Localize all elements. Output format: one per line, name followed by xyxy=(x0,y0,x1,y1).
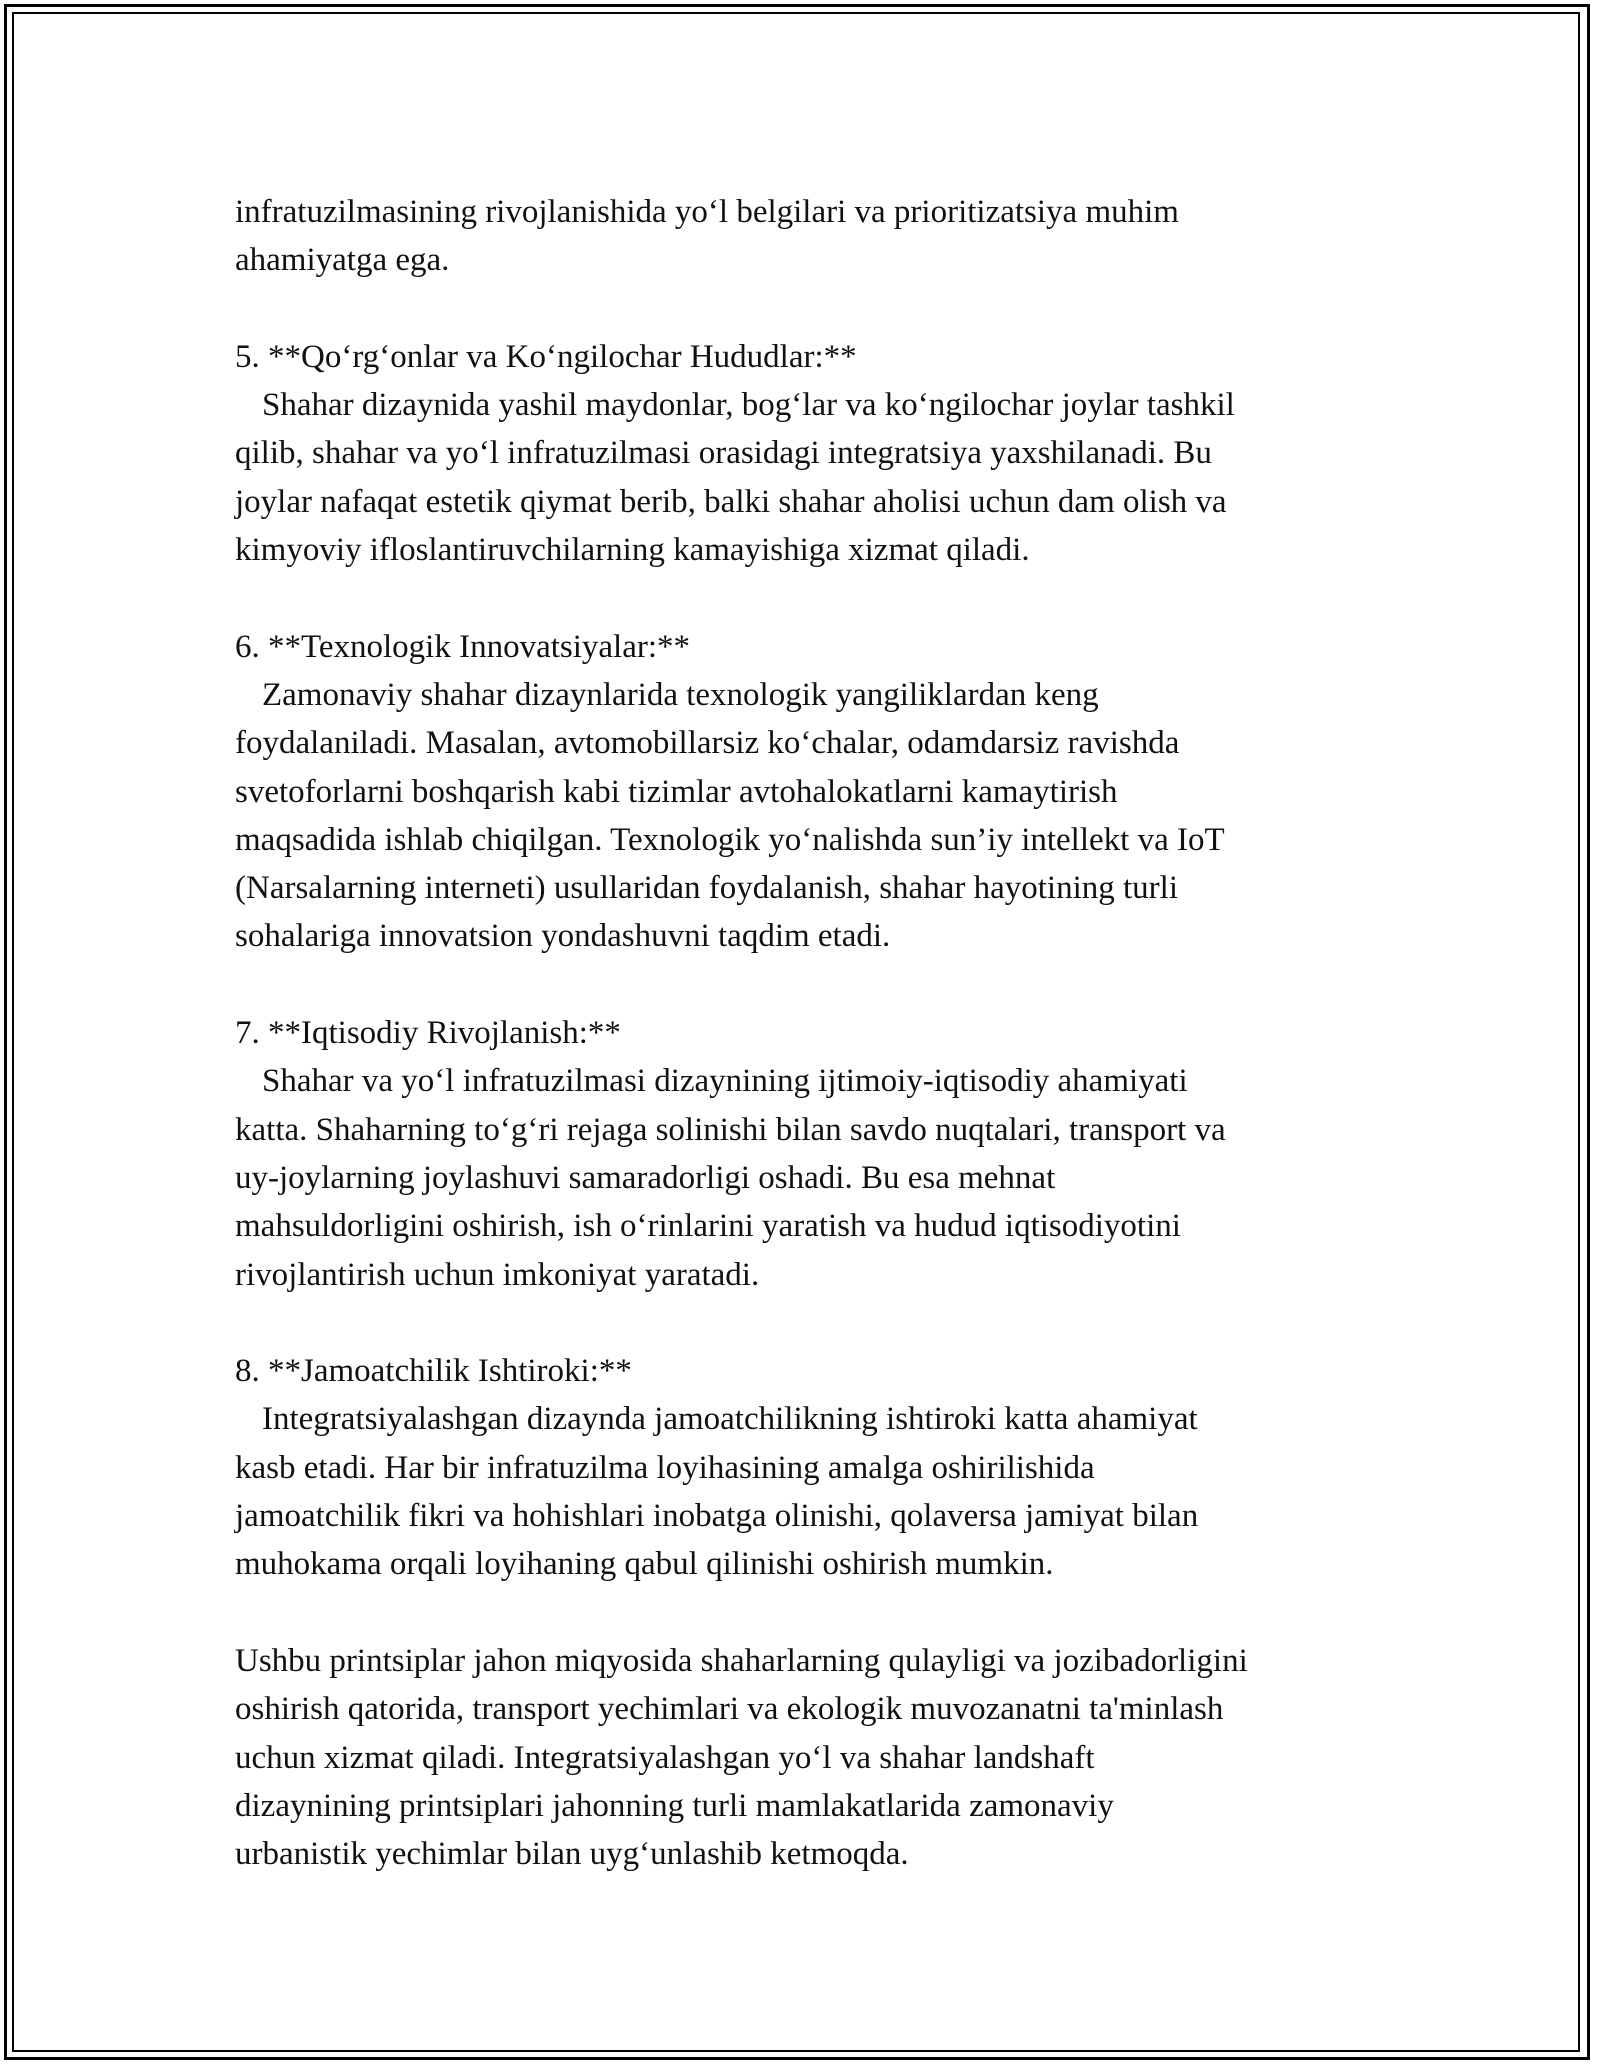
section-5 xyxy=(235,333,1385,574)
text-line: kasb etadi. Har bir infratuzilma loyihasining amalga oshirilishida xyxy=(235,1449,1095,1486)
paragraph-gap xyxy=(235,574,1385,622)
text-line: (Narsalarning interneti) usullaridan foydalanish, shahar hayotining turli xyxy=(235,870,1178,907)
text-line: maqsadida ishlab chiqilgan. Texnologik yo‘nalishda sun’iy intellekt va IoT xyxy=(235,821,1225,858)
text-line: kimyoviy ifloslantiruvchilarning kamayishiga xizmat qiladi. xyxy=(235,532,1030,569)
text-line: katta. Shaharning to‘g‘ri rejaga solinishi bilan savdo nuqtalari, transport va xyxy=(235,1111,1226,1148)
section-heading: 8. **Jamoatchilik Ishtiroki:** xyxy=(235,1353,632,1390)
text-line: Zamonaviy shahar dizaynlarida texnologik yangiliklardan keng xyxy=(262,676,1099,713)
text-line: mahsuldorligini oshirish, ish o‘rinlarini yaratish va hudud iqtisodiyotini xyxy=(235,1208,1181,1245)
section-heading: 6. **Texnologik Innovatsiyalar:** xyxy=(235,628,691,665)
intro-paragraph xyxy=(235,188,1385,285)
paragraph-gap xyxy=(235,285,1385,333)
text-line: Ushbu printsiplar jahon miqyosida shaharlarning qulayligi va jozibadorligini xyxy=(235,1642,1248,1679)
text-line: Shahar dizaynida yashil maydonlar, bog‘lar va ko‘ngilochar joylar tashkil xyxy=(262,387,1235,424)
text-line: infratuzilmasining rivojlanishida yo‘l belgilari va prioritizatsiya muhim xyxy=(235,194,1179,230)
text-line: uchun xizmat qiladi. Integratsiyalashgan yo‘l va shahar landshaft xyxy=(235,1739,1095,1776)
text-line: uy-joylarning joylashuvi samaradorligi oshadi. Bu esa mehnat xyxy=(235,1159,1056,1196)
text-line: jamoatchilik fikri va hohishlari inobatga olinishi, qolaversa jamiyat bilan xyxy=(235,1498,1199,1535)
text-line: rivojlantirish uchun imkoniyat yaratadi. xyxy=(235,1256,760,1293)
text-line: ahamiyatga ega. xyxy=(235,242,450,279)
text-line: svetoforlarni boshqarish kabi tizimlar avtohalokatlarni kamaytirish xyxy=(235,773,1118,810)
text-line: joylar nafaqat estetik qiymat berib, balki shahar aholisi uchun dam olish va xyxy=(235,483,1227,520)
section-heading: 7. **Iqtisodiy Rivojlanish:** xyxy=(235,1015,621,1052)
text-line: qilib, shahar va yo‘l infratuzilmasi orasidagi integratsiya yaxshilanadi. Bu xyxy=(235,435,1212,472)
text-line: dizaynining printsiplari jahonning turli mamlakatlarida zamonaviy xyxy=(235,1787,1114,1824)
section-6 xyxy=(235,623,1385,961)
text-line: urbanistik yechimlar bilan uyg‘unlashib ketmoqda. xyxy=(235,1836,909,1873)
text-line: Integratsiyalashgan dizaynda jamoatchilikning ishtiroki katta ahamiyat xyxy=(262,1401,1198,1438)
document-body xyxy=(235,188,1385,1878)
text-line: foydalaniladi. Masalan, avtomobillarsiz ko‘chalar, odamdarsiz ravishda xyxy=(235,725,1180,762)
section-heading: 5. **Qo‘rg‘onlar va Ko‘ngilochar Hududlar:** xyxy=(235,338,857,375)
section-8 xyxy=(235,1347,1385,1588)
section-7 xyxy=(235,1009,1385,1299)
text-line: muhokama orqali loyihaning qabul qilinishi oshirish mumkin. xyxy=(235,1546,1054,1583)
conclusion-paragraph xyxy=(235,1637,1385,1878)
paragraph-gap xyxy=(235,961,1385,1009)
text-line: oshirish qatorida, transport yechimlari va ekologik muvozanatni ta'minlash xyxy=(235,1691,1224,1728)
paragraph-gap xyxy=(235,1299,1385,1347)
text-line: Shahar va yo‘l infratuzilmasi dizaynining ijtimoiy-iqtisodiy ahamiyati xyxy=(262,1063,1188,1100)
text-line: sohalariga innovatsion yondashuvni taqdim etadi. xyxy=(235,918,891,955)
paragraph-gap xyxy=(235,1589,1385,1637)
